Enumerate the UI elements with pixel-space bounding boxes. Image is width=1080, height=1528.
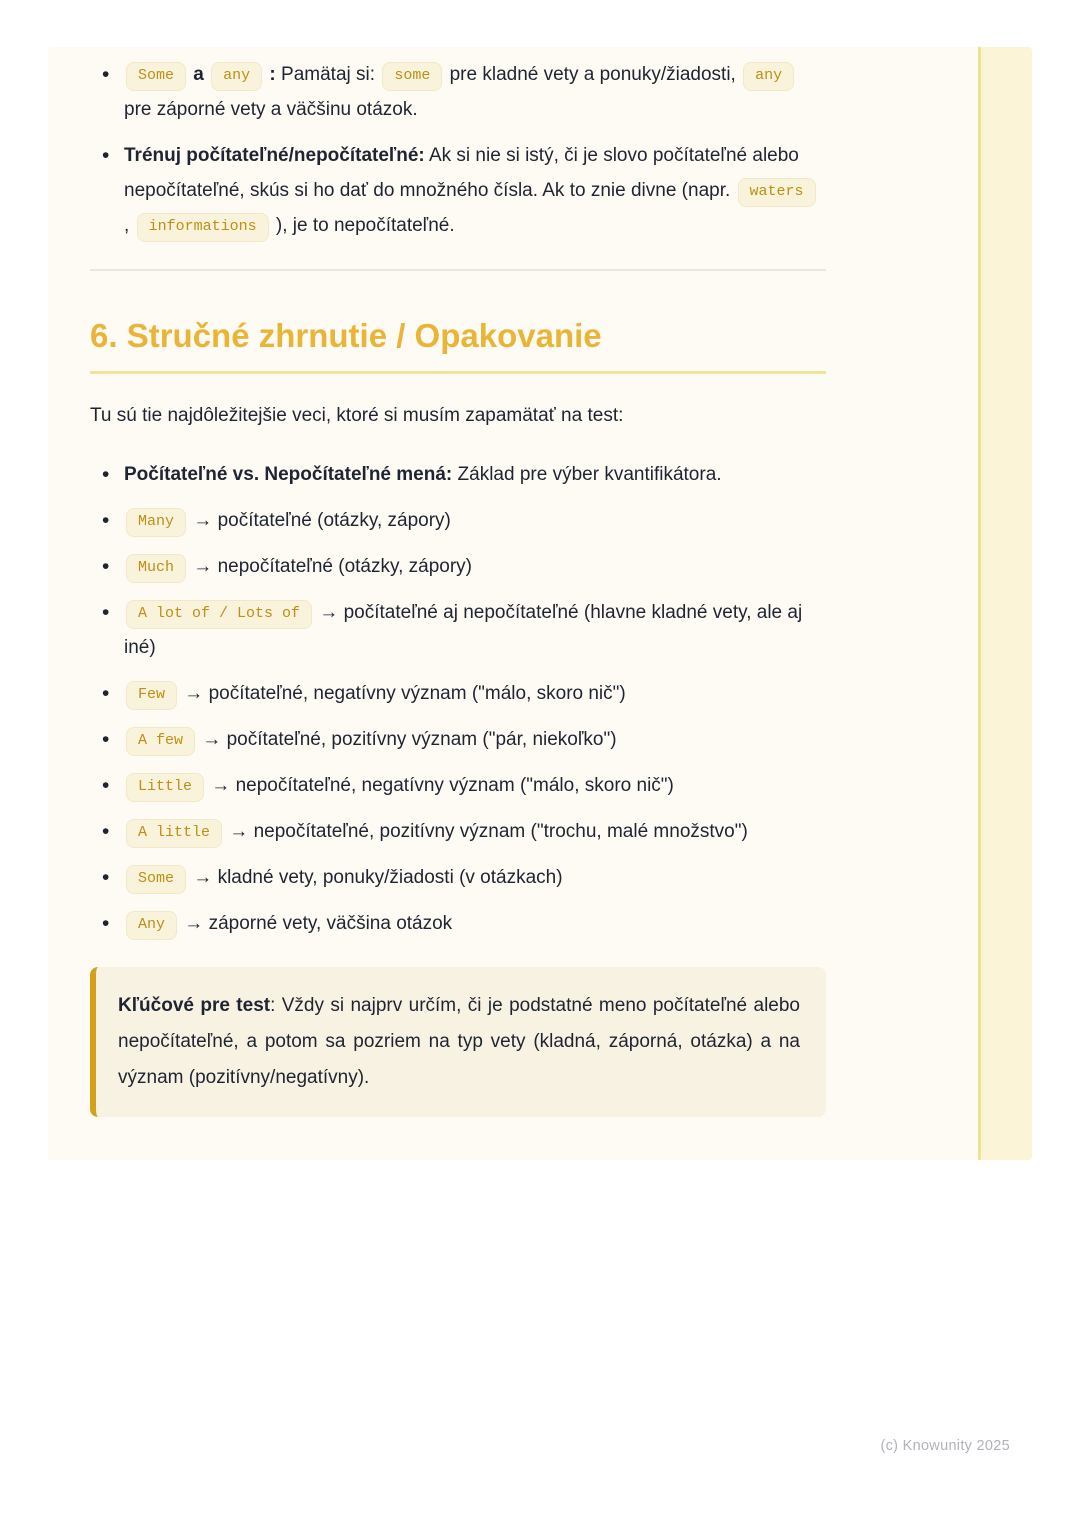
text-segment: → počítateľné (otázky, zápory): [188, 510, 451, 531]
list-item: [90, 595, 826, 665]
inline-code-chip: Much: [126, 554, 186, 583]
text-segment: : Vždy si najprv určím, či je podstatné meno počítateľné alebo nepočítateľné, a potom sa pozriem na typ vety (kladná, záporná, otázka) a na význam (pozitívny/negatívny).: [118, 995, 800, 1088]
inline-code-chip: Many: [126, 508, 186, 537]
inline-code-chip: Some: [126, 865, 186, 894]
intro-bullet-list: [90, 47, 826, 243]
text-segment: pre záporné vety a väčšinu otázok.: [124, 99, 418, 120]
text-segment: → záporné vety, väčšina otázok: [179, 913, 453, 934]
document-content: [90, 47, 826, 1117]
text-segment: → nepočítateľné (otázky, zápory): [188, 556, 473, 577]
text-segment: Pamätaj si:: [275, 64, 381, 85]
text-segment: Základ pre výber kvantifikátora.: [452, 464, 722, 485]
key-note-callout: [90, 967, 826, 1117]
text-segment: → počítateľné, pozitívny význam ("pár, niekoľko"): [197, 729, 617, 750]
text-segment: → počítateľné aj nepočítateľné (hlavne kladné vety, ale aj iné): [124, 602, 803, 658]
copyright-text: (c) Knowunity 2025: [880, 1438, 1010, 1454]
inline-code-chip: Some: [126, 62, 186, 91]
inline-code-chip: Few: [126, 681, 177, 710]
list-item: [90, 549, 826, 584]
inline-code-chip: any: [743, 62, 794, 91]
inline-code-chip: waters: [738, 178, 816, 207]
page-edge-strip: [978, 47, 1032, 1160]
text-segment: Počítateľné vs. Nepočítateľné mená:: [124, 464, 453, 485]
inline-code-chip: some: [382, 62, 442, 91]
inline-code-chip: A few: [126, 727, 195, 756]
text-segment: a: [188, 64, 210, 85]
list-item: [90, 57, 826, 127]
text-segment: pre kladné vety a ponuky/žiadosti,: [444, 64, 742, 85]
summary-bullet-list: [90, 457, 826, 941]
list-item: [90, 676, 826, 711]
inline-code-chip: Any: [126, 911, 177, 940]
text-segment: → nepočítateľné, negatívny význam ("málo, skoro nič"): [206, 775, 674, 796]
text-segment: :: [264, 64, 276, 85]
list-item: [90, 814, 826, 849]
text-segment: ), je to nepočítateľné.: [270, 215, 455, 236]
text-segment: ,: [124, 215, 135, 236]
inline-code-chip: informations: [137, 213, 269, 242]
text-segment: Ak si nie si istý, či je slovo počítateľné alebo nepočítateľné, skús si ho dať do množného čísla. Ak to znie divne (napr.: [124, 145, 799, 201]
list-item: [90, 722, 826, 757]
section-intro-paragraph: Tu sú tie najdôležitejšie veci, ktoré si musím zapamätať na test:: [90, 405, 624, 426]
list-item: [90, 768, 826, 803]
inline-code-chip: A little: [126, 819, 222, 848]
list-item: [90, 860, 826, 895]
inline-code-chip: A lot of / Lots of: [126, 600, 312, 629]
inline-code-chip: Little: [126, 773, 204, 802]
section-divider: [90, 269, 826, 271]
document-page: [48, 47, 1032, 1160]
list-item: [90, 906, 826, 941]
list-item: [90, 457, 826, 492]
text-segment: Trénuj počítateľné/nepočítateľné:: [124, 145, 425, 166]
text-segment: → nepočítateľné, pozitívny význam ("trochu, malé množstvo"): [224, 821, 748, 842]
text-segment: → kladné vety, ponuky/žiadosti (v otázkach): [188, 867, 563, 888]
text-segment: Kľúčové pre test: [118, 995, 271, 1016]
list-item: [90, 138, 826, 243]
list-item: [90, 503, 826, 538]
section-heading: 6. Stručné zhrnutie / Opakovanie: [90, 316, 826, 374]
inline-code-chip: any: [211, 62, 262, 91]
text-segment: → počítateľné, negatívny význam ("málo, skoro nič"): [179, 683, 626, 704]
